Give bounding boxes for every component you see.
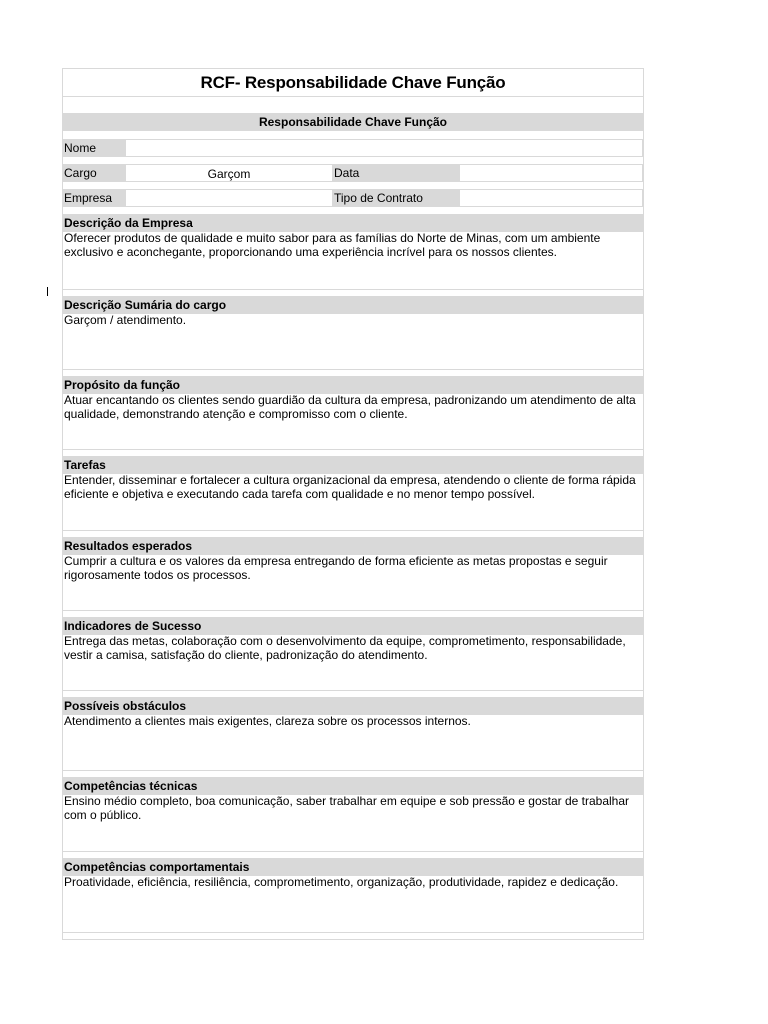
document-sheet — [62, 68, 644, 940]
nome-row — [63, 139, 643, 157]
cargo-field[interactable]: Garçom — [125, 164, 333, 182]
divider — [63, 851, 643, 852]
nome-field[interactable] — [125, 139, 643, 157]
section-heading-obstaculos: Possíveis obstáculos — [63, 697, 643, 715]
section-heading-indicadores: Indicadores de Sucesso — [63, 617, 643, 635]
cargo-label: Cargo — [63, 164, 125, 182]
tipo-contrato-field[interactable] — [459, 189, 643, 207]
data-field[interactable] — [459, 164, 643, 182]
section-heading-descricao-sumaria: Descrição Sumária do cargo — [63, 296, 643, 314]
empresa-contrato-row — [63, 189, 643, 207]
section-body-obstaculos: Atendimento a clientes mais exigentes, clareza sobre os processos internos. — [64, 714, 471, 728]
divider — [63, 369, 643, 370]
data-label: Data — [333, 164, 459, 182]
section-heading-tarefas: Tarefas — [63, 456, 643, 474]
section-body-descricao-sumaria: Garçom / atendimento. — [64, 313, 187, 327]
divider — [63, 932, 643, 933]
tipo-contrato-label: Tipo de Contrato — [333, 189, 459, 207]
nome-label: Nome — [63, 139, 125, 157]
section-body-competencias-tecnicas: Ensino médio completo, boa comunicação, saber trabalhar em equipe e sob pressão e gostar de trabalhar com o público. — [64, 794, 630, 822]
section-heading-proposito: Propósito da função — [63, 376, 643, 394]
divider — [63, 690, 643, 691]
divider — [63, 610, 643, 611]
section-body-proposito: Atuar encantando os clientes sendo guardião da cultura da empresa, padronizando um atendimento de alta qualidade, demonstrando atenção e compromisso com o cliente. — [64, 393, 636, 421]
section-body-tarefas: Entender, disseminar e fortalecer a cultura organizacional da empresa, atendendo o cliente de forma rápida eficiente e objetiva e executando cada tarefa com qualidade e no menor tempo possível. — [64, 473, 636, 501]
divider — [63, 289, 643, 290]
divider — [63, 770, 643, 771]
section-body-resultados: Cumprir a cultura e os valores da empresa entregando de forma eficiente as metas propostas e seguir rigorosamente todos os processos. — [64, 554, 608, 582]
document-subtitle: Responsabilidade Chave Função — [63, 113, 643, 131]
document-title: RCF- Responsabilidade Chave Função — [200, 73, 506, 92]
section-body-indicadores: Entrega das metas, colaboração com o desenvolvimento da equipe, comprometimento, responsabilidade, vestir a camisa, satisfação do cliente, padronização do atendimento. — [64, 634, 626, 662]
section-heading-descricao-empresa: Descrição da Empresa — [63, 214, 643, 232]
section-body-descricao-empresa: Oferecer produtos de qualidade e muito sabor para as famílias do Norte de Minas, com um ambiente exclusivo e aconchegante, proporcionando uma experiência incrível para os nossos clientes. — [64, 231, 601, 259]
section-heading-competencias-comportamentais: Competências comportamentais — [63, 858, 643, 876]
section-heading-competencias-tecnicas: Competências técnicas — [63, 777, 643, 795]
empresa-field[interactable] — [125, 189, 333, 207]
divider — [63, 530, 643, 531]
section-heading-resultados: Resultados esperados — [63, 537, 643, 555]
empresa-label: Empresa — [63, 189, 125, 207]
divider — [63, 96, 643, 97]
divider — [63, 449, 643, 450]
text-cursor-icon — [47, 287, 48, 296]
cargo-data-row — [63, 164, 643, 182]
section-body-competencias-comportamentais: Proatividade, eficiência, resiliência, comprometimento, organização, produtividade, rapidez e dedicação. — [64, 875, 619, 889]
